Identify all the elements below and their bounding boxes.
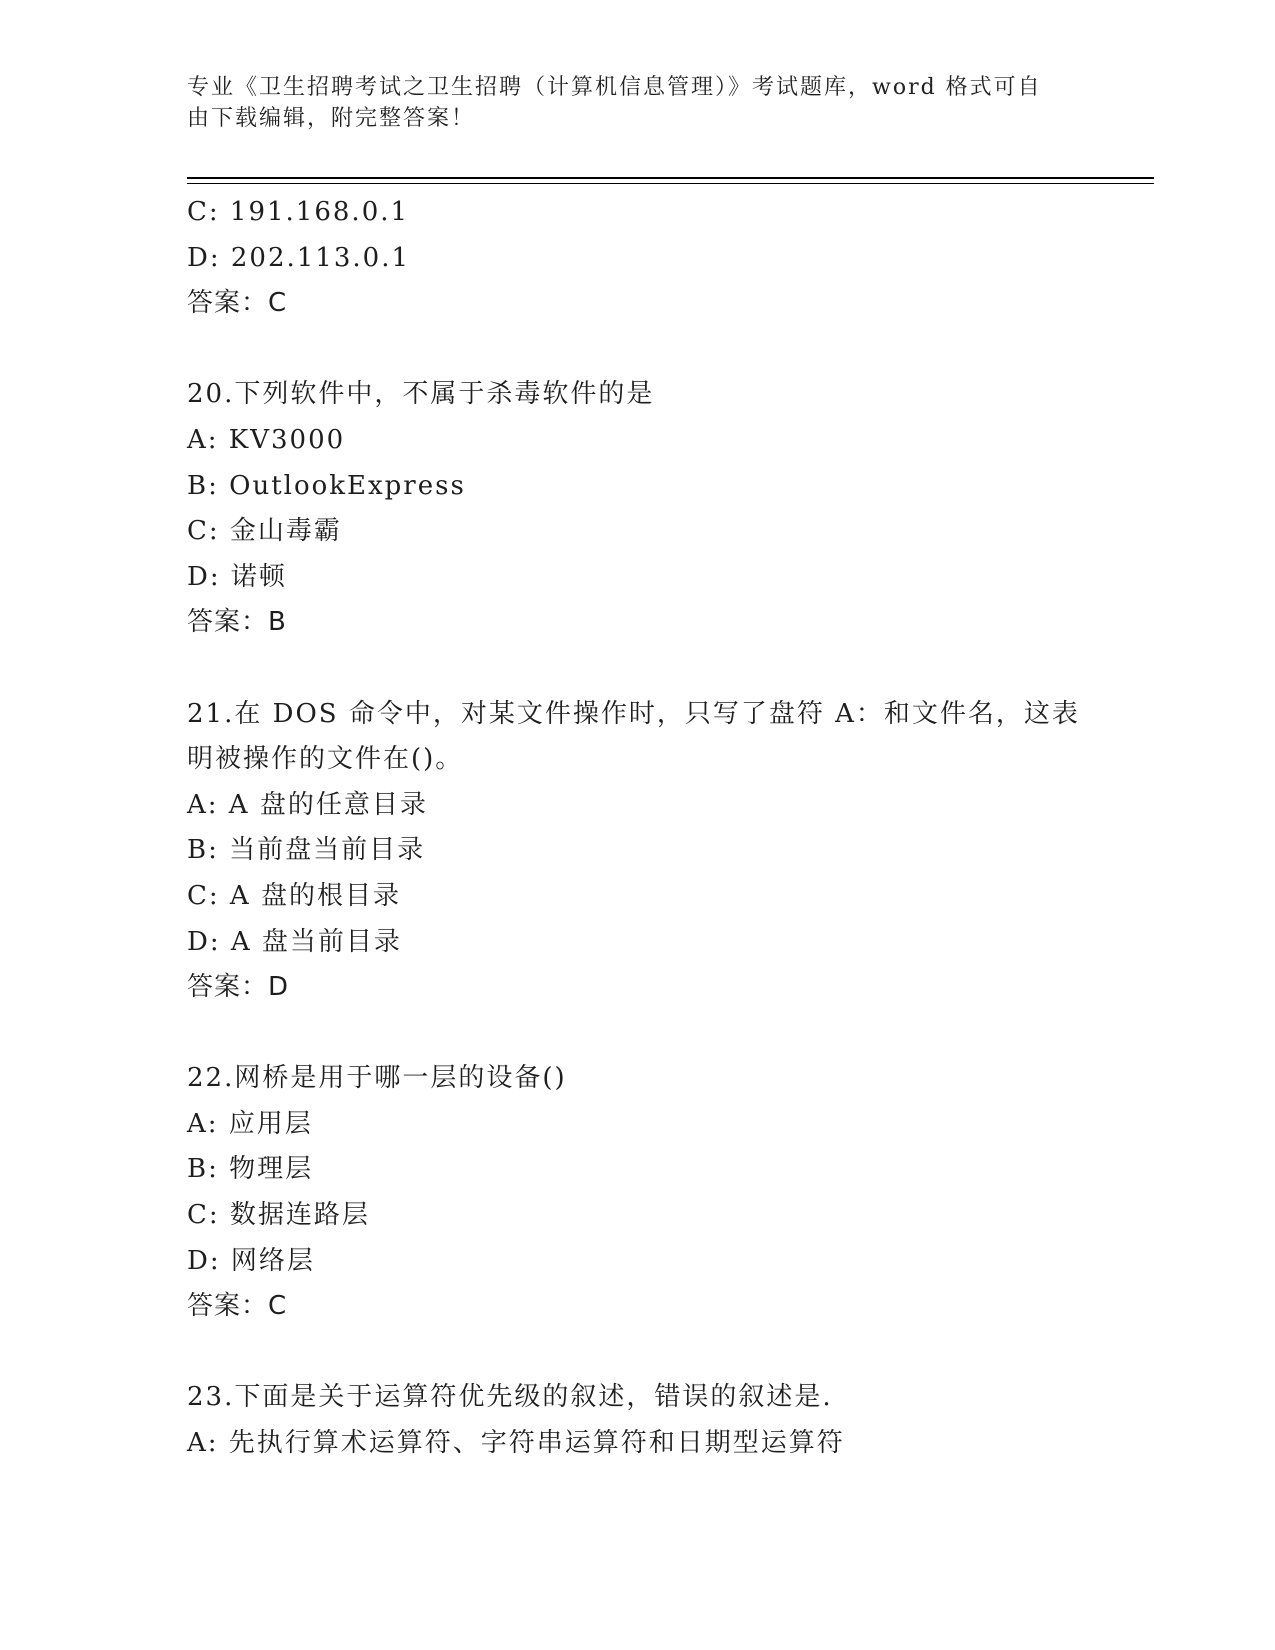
answer-line: 答案：C: [187, 1291, 288, 1322]
option-c: C: 金山毒霸: [187, 516, 342, 547]
spacer: [187, 1330, 1087, 1376]
option-b: B: 当前盘当前目录: [187, 835, 426, 866]
option-d: D: 诺顿: [187, 561, 287, 592]
header-divider-thin: [187, 183, 1154, 184]
question-23: [187, 1375, 1087, 1466]
option-a: A: A 盘的任意目录: [187, 789, 428, 820]
answer-line: 答案：C: [187, 288, 288, 319]
question-stem-line-1: 21.在 DOS 命令中，对某文件操作时，只写了盘符 A：和文件名，这表: [187, 698, 1080, 729]
option-d: D: A 盘当前目录: [187, 926, 402, 957]
option-b: B: OutlookExpress: [187, 470, 466, 501]
header-line-1: 专业《卫生招聘考试之卫生招聘（计算机信息管理）》考试题库，word 格式可自: [187, 75, 1042, 100]
answer-line: 答案：B: [187, 607, 287, 638]
question-22: [187, 1056, 1087, 1330]
question-stem: 22.网桥是用于哪一层的设备(): [187, 1063, 567, 1094]
question-list: [187, 190, 1087, 1467]
header-divider-thick: [187, 177, 1154, 179]
header-line-2: 由下载编辑，附完整答案！: [187, 106, 476, 131]
option-a: A: 应用层: [187, 1108, 313, 1139]
option-b: B: 物理层: [187, 1154, 314, 1185]
question-20: [187, 372, 1087, 646]
option-c: C: A 盘的根目录: [187, 880, 401, 911]
spacer: [187, 646, 1087, 692]
option-d: D: 202.113.0.1: [187, 242, 410, 273]
spacer: [187, 327, 1087, 373]
question-stem-line-2: 明被操作的文件在()。: [187, 744, 464, 775]
option-c: C: 数据连路层: [187, 1200, 370, 1231]
option-a: A: 先执行算术运算符、字符串运算符和日期型运算符: [187, 1428, 845, 1459]
question-stem: 23.下面是关于运算符优先级的叙述，错误的叙述是.: [187, 1382, 833, 1413]
question-21: [187, 692, 1087, 1011]
option-c: C: 191.168.0.1: [187, 197, 410, 227]
spacer: [187, 1011, 1087, 1057]
question-stem: 20.下列软件中，不属于杀毒软件的是: [187, 379, 655, 410]
question-19-tail: [187, 190, 1087, 327]
option-a: A: KV3000: [187, 424, 346, 455]
document-header: [187, 72, 1067, 134]
answer-line: 答案：D: [187, 972, 290, 1003]
option-d: D: 网络层: [187, 1245, 315, 1276]
